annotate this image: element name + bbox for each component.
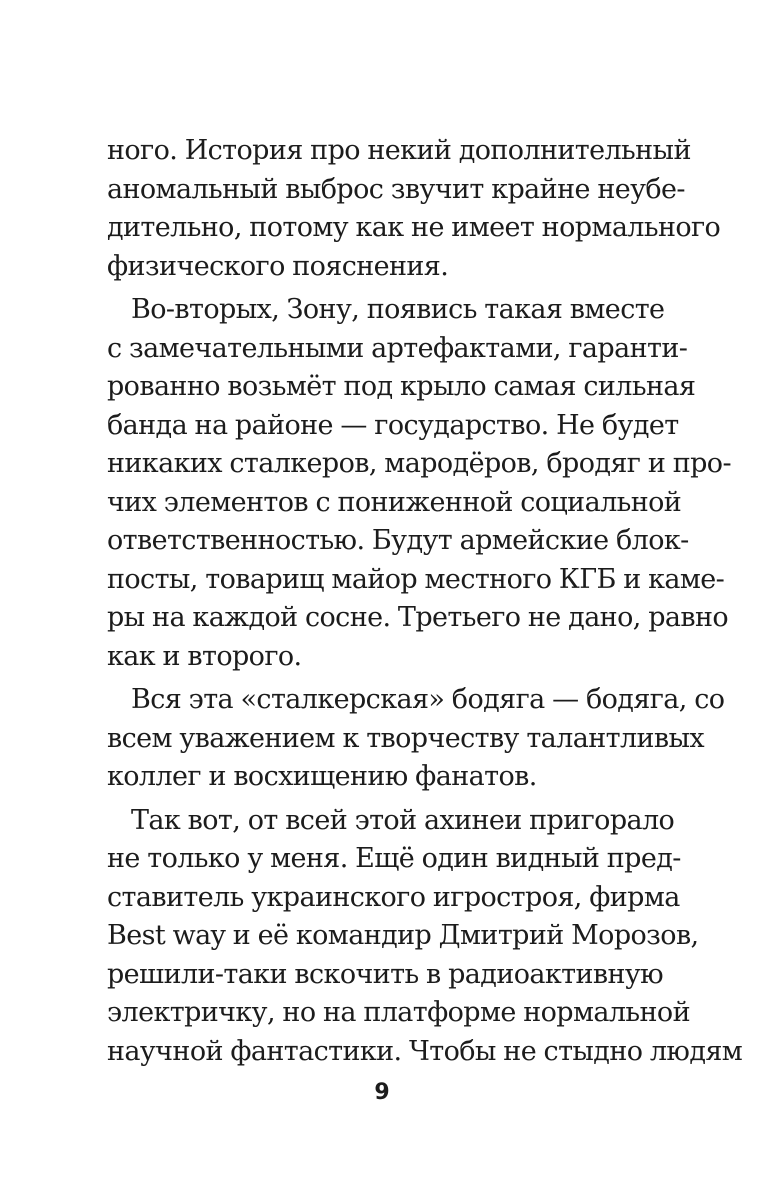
- text-line: Best way и её командир Дмитрий Морозов,: [107, 920, 699, 951]
- text-line: Во-вторых, Зону, появись такая вместе: [131, 294, 665, 325]
- text-line: с замечательными артефактами, гаранти-: [107, 332, 688, 364]
- text-line: посты, товарищ майор местного КГБ и каме-: [107, 563, 725, 595]
- text-line: дительно, потому как не имеет нормального: [107, 212, 721, 243]
- text-line: научной фантастики. Чтобы не стыдно людям: [107, 1035, 743, 1067]
- text-line: рованно возьмёт под крыло самая сильная: [107, 371, 696, 402]
- text-line: как и второго.: [107, 640, 302, 672]
- text-line: ры на каждой сосне. Третьего не дано, равно: [107, 602, 729, 633]
- page-number: 9: [374, 1080, 390, 1105]
- text-line: Вся эта «сталкерская» бодяга — бодяга, со: [131, 684, 725, 715]
- text-line: всем уважением к творчеству талантливых: [107, 722, 705, 754]
- text-line: чих элементов с пониженной социальной: [107, 486, 682, 518]
- text-line: ответственностью. Будут армейские блок-: [107, 525, 689, 556]
- text-line: банда на районе — государство. Не будет: [107, 409, 679, 441]
- text-line: аномальный выброс звучит крайне неубе-: [107, 173, 685, 205]
- text-line: ного. История про некий дополнительный: [107, 135, 691, 166]
- paragraph-2: [107, 291, 731, 676]
- text-line: никаких сталкеров, мародёров, бродяг и про-: [107, 448, 731, 479]
- paragraph-4: [107, 802, 743, 1072]
- body-text: [107, 132, 743, 1071]
- text-line: Так вот, от всей этой ахинеи пригорало: [131, 804, 675, 836]
- text-line: электричку, но на платформе нормальной: [107, 997, 690, 1028]
- paragraph-3: [107, 681, 725, 797]
- text-line: решили-таки вскочить в радиоактивную: [107, 958, 664, 990]
- text-line: не только у меня. Ещё один видный пред-: [107, 843, 681, 874]
- text-line: коллег и восхищению фанатов.: [107, 761, 537, 792]
- text-line: физического пояснения.: [107, 250, 449, 282]
- paragraph-1: [107, 132, 721, 286]
- text-line: ставитель украинского игростроя, фирма: [107, 881, 680, 913]
